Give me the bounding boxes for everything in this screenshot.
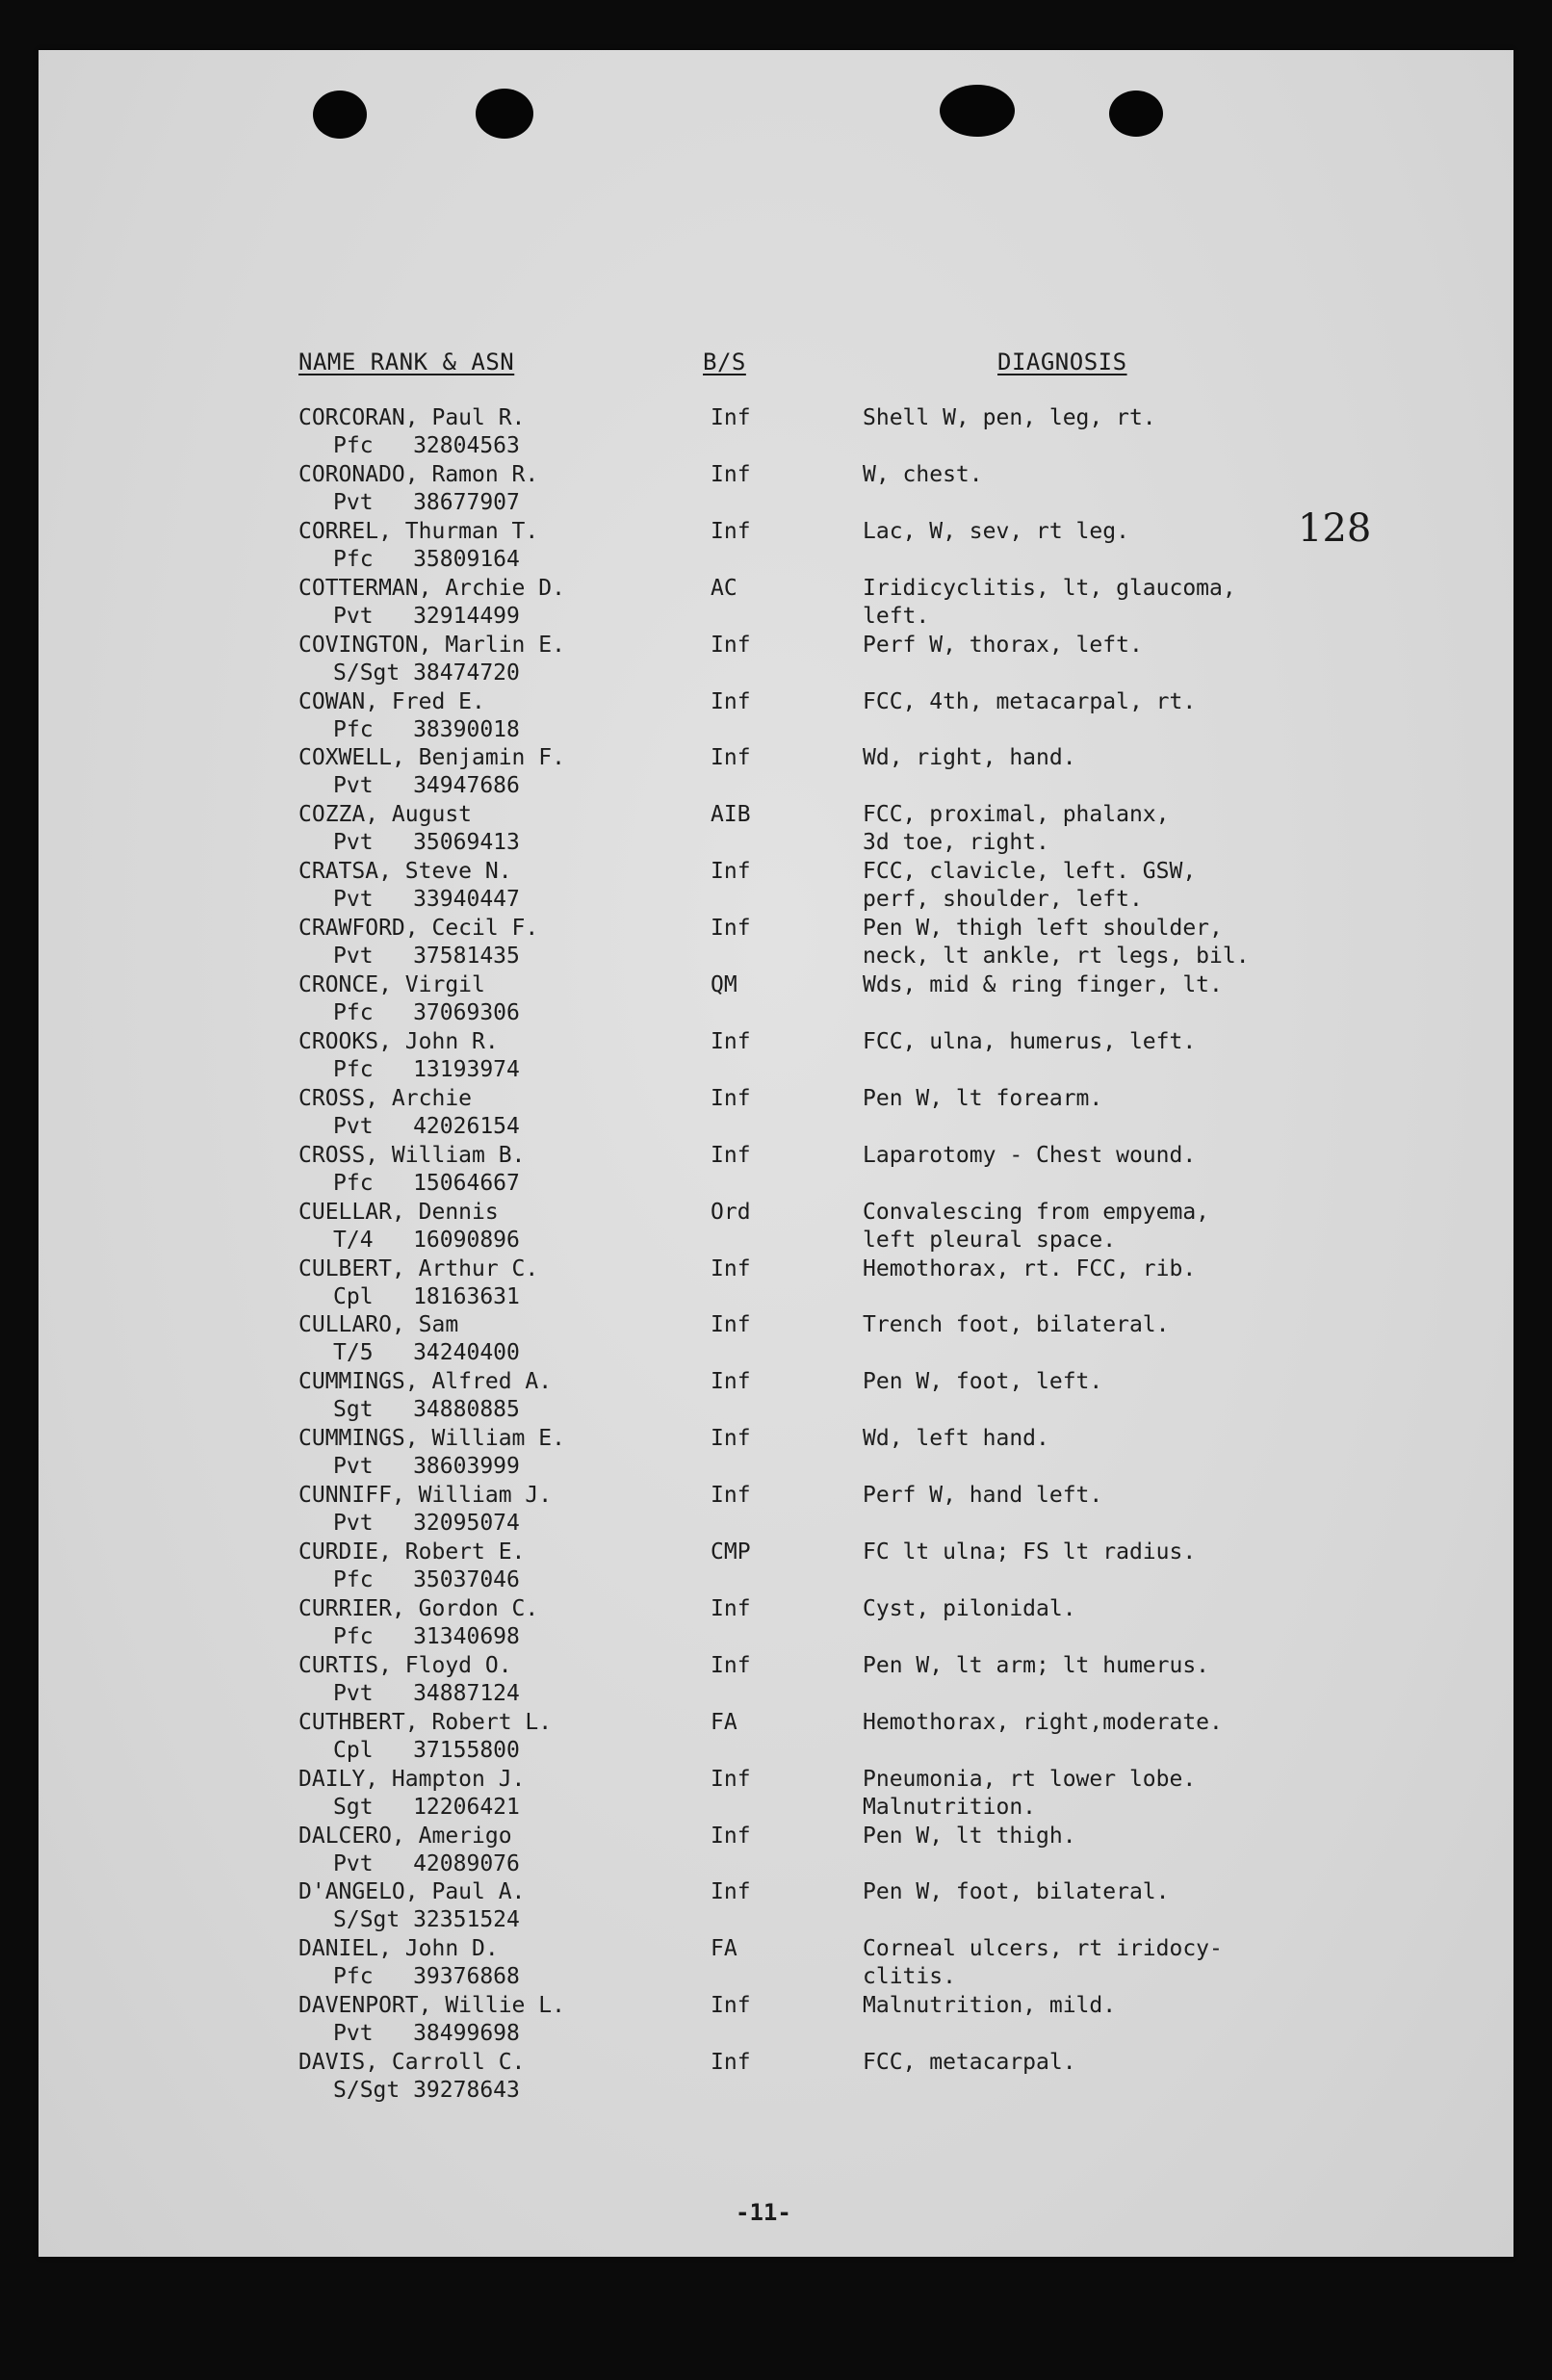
record-branch-of-service: Inf xyxy=(711,405,751,430)
record-diagnosis: Pneumonia, rt lower lobe. xyxy=(863,1766,1197,1792)
record-branch-of-service: Inf xyxy=(711,1028,751,1054)
record-diagnosis-continued: perf, shoulder, left. xyxy=(863,887,1143,913)
record-name: CURRIER, Gordon C. xyxy=(298,1595,539,1621)
record-rank-asn: Pvt 37581435 xyxy=(333,944,520,970)
record-row xyxy=(298,971,1492,1027)
record-name: DAILY, Hampton J. xyxy=(298,1766,526,1792)
record-name: DANIEL, John D. xyxy=(298,1936,499,1962)
record-diagnosis: FCC, ulna, humerus, left. xyxy=(863,1028,1197,1054)
record-diagnosis: Iridicyclitis, lt, glaucoma, xyxy=(863,575,1236,601)
record-rank-asn: Pvt 32095074 xyxy=(333,1511,520,1537)
record-diagnosis-continued: left pleural space. xyxy=(863,1227,1117,1253)
record-rank-asn: S/Sgt 38474720 xyxy=(333,660,520,686)
record-row xyxy=(298,1199,1492,1255)
record-rank-asn: S/Sgt 39278643 xyxy=(333,2078,520,2104)
punch-hole-2 xyxy=(476,89,533,139)
record-diagnosis: Pen W, foot, left. xyxy=(863,1369,1103,1395)
record-rank-asn: T/5 34240400 xyxy=(333,1340,520,1366)
header-name-rank-asn: NAME RANK & ASN xyxy=(298,349,515,375)
record-diagnosis-continued: neck, lt ankle, rt legs, bil. xyxy=(863,944,1250,970)
record-name: CURDIE, Robert E. xyxy=(298,1539,526,1565)
record-rank-asn: S/Sgt 32351524 xyxy=(333,1907,520,1933)
record-diagnosis: Pen W, lt thigh. xyxy=(863,1823,1076,1849)
record-diagnosis: FC lt ulna; FS lt radius. xyxy=(863,1539,1197,1565)
record-name: CRATSA, Steve N. xyxy=(298,859,512,885)
record-name: CURTIS, Floyd O. xyxy=(298,1652,512,1678)
record-rank-asn: Pfc 39376868 xyxy=(333,1964,520,1990)
record-branch-of-service: Inf xyxy=(711,1483,751,1509)
record-row xyxy=(298,1028,1492,1084)
record-name: COTTERMAN, Archie D. xyxy=(298,575,565,601)
record-rank-asn: Pfc 15064667 xyxy=(333,1170,520,1196)
record-rank-asn: Cpl 18163631 xyxy=(333,1283,520,1309)
record-name: D'ANGELO, Paul A. xyxy=(298,1879,526,1905)
record-row xyxy=(298,1595,1492,1651)
punch-hole-1 xyxy=(313,91,367,139)
record-diagnosis: Laparotomy - Chest wound. xyxy=(863,1142,1197,1168)
record-row xyxy=(298,518,1492,574)
record-rank-asn: Pvt 34947686 xyxy=(333,773,520,799)
record-diagnosis: FCC, 4th, metacarpal, rt. xyxy=(863,688,1197,714)
record-name: CUNNIFF, William J. xyxy=(298,1483,553,1509)
record-rank-asn: Cpl 37155800 xyxy=(333,1737,520,1763)
record-name: COVINGTON, Marlin E. xyxy=(298,632,565,658)
record-diagnosis-continued: Malnutrition. xyxy=(863,1794,1037,1820)
record-diagnosis: Convalescing from empyema, xyxy=(863,1199,1210,1225)
record-name: DALCERO, Amerigo xyxy=(298,1823,512,1849)
header-diagnosis: DIAGNOSIS xyxy=(997,349,1127,375)
punch-hole-4 xyxy=(1109,91,1163,137)
record-branch-of-service: Inf xyxy=(711,688,751,714)
record-row xyxy=(298,461,1492,517)
record-branch-of-service: Inf xyxy=(711,1255,751,1281)
record-diagnosis: Hemothorax, right,moderate. xyxy=(863,1709,1223,1735)
record-diagnosis: Pen W, foot, bilateral. xyxy=(863,1879,1170,1905)
record-row xyxy=(298,1425,1492,1481)
record-name: CORREL, Thurman T. xyxy=(298,518,539,544)
record-diagnosis: Malnutrition, mild. xyxy=(863,1993,1117,2019)
punch-hole-3 xyxy=(940,85,1015,137)
record-diagnosis: Wd, left hand. xyxy=(863,1426,1049,1452)
record-row xyxy=(298,1878,1492,1934)
record-diagnosis: Pen W, lt forearm. xyxy=(863,1085,1103,1111)
record-rank-asn: Pfc 38390018 xyxy=(333,716,520,742)
record-name: COZZA, August xyxy=(298,802,473,828)
header-bs: B/S xyxy=(703,349,746,375)
record-name: CUMMINGS, William E. xyxy=(298,1426,565,1452)
record-rank-asn: Pvt 33940447 xyxy=(333,887,520,913)
record-rank-asn: Pvt 38677907 xyxy=(333,489,520,515)
record-rank-asn: Pfc 37069306 xyxy=(333,1000,520,1025)
record-diagnosis: Pen W, thigh left shoulder, xyxy=(863,916,1223,942)
record-row xyxy=(298,1368,1492,1424)
record-diagnosis-continued: 3d toe, right. xyxy=(863,830,1049,856)
record-diagnosis: FCC, clavicle, left. GSW, xyxy=(863,859,1197,885)
record-diagnosis: W, chest. xyxy=(863,461,983,487)
record-diagnosis: Wds, mid & ring finger, lt. xyxy=(863,972,1223,997)
record-row xyxy=(298,1992,1492,2048)
record-rank-asn: Pfc 32804563 xyxy=(333,433,520,458)
record-name: CULBERT, Arthur C. xyxy=(298,1255,539,1281)
record-diagnosis: Perf W, thorax, left. xyxy=(863,632,1143,658)
record-rank-asn: Pfc 13193974 xyxy=(333,1056,520,1082)
record-diagnosis: Shell W, pen, leg, rt. xyxy=(863,405,1156,430)
record-row xyxy=(298,1311,1492,1367)
record-branch-of-service: Inf xyxy=(711,1142,751,1168)
record-branch-of-service: Inf xyxy=(711,518,751,544)
record-row xyxy=(298,915,1492,970)
record-diagnosis-continued: clitis. xyxy=(863,1964,956,1990)
record-name: DAVENPORT, Willie L. xyxy=(298,1993,565,2019)
record-diagnosis-continued: left. xyxy=(863,603,930,629)
record-rank-asn: Pvt 38603999 xyxy=(333,1454,520,1480)
record-rank-asn: Pvt 35069413 xyxy=(333,830,520,856)
record-diagnosis: Cyst, pilonidal. xyxy=(863,1595,1076,1621)
page-number: -11- xyxy=(736,2199,791,2226)
record-rank-asn: Pfc 35037046 xyxy=(333,1567,520,1592)
record-name: CROSS, William B. xyxy=(298,1142,526,1168)
record-branch-of-service: FA xyxy=(711,1709,737,1735)
record-diagnosis: Perf W, hand left. xyxy=(863,1483,1103,1509)
record-branch-of-service: Inf xyxy=(711,1595,751,1621)
record-rank-asn: Pvt 32914499 xyxy=(333,603,520,629)
record-row xyxy=(298,1255,1492,1311)
record-branch-of-service: Inf xyxy=(711,1652,751,1678)
record-row xyxy=(298,688,1492,744)
record-rank-asn: Pvt 42026154 xyxy=(333,1113,520,1139)
record-name: CROSS, Archie xyxy=(298,1085,473,1111)
record-branch-of-service: Inf xyxy=(711,1993,751,2019)
record-name: CORONADO, Ramon R. xyxy=(298,461,539,487)
record-row xyxy=(298,744,1492,800)
record-name: CORCORAN, Paul R. xyxy=(298,405,526,430)
record-branch-of-service: Inf xyxy=(711,1312,751,1338)
record-name: DAVIS, Carroll C. xyxy=(298,2050,526,2076)
record-row xyxy=(298,1142,1492,1198)
record-rank-asn: T/4 16090896 xyxy=(333,1227,520,1253)
record-name: COXWELL, Benjamin F. xyxy=(298,745,565,771)
record-branch-of-service: Inf xyxy=(711,1879,751,1905)
record-row xyxy=(298,1085,1492,1141)
record-name: CRONCE, Virgil xyxy=(298,972,485,997)
record-branch-of-service: Inf xyxy=(711,1085,751,1111)
record-row xyxy=(298,575,1492,631)
record-branch-of-service: QM xyxy=(711,972,737,997)
record-diagnosis: FCC, metacarpal. xyxy=(863,2050,1076,2076)
record-diagnosis: Corneal ulcers, rt iridocy- xyxy=(863,1936,1223,1962)
record-diagnosis: Pen W, lt arm; lt humerus. xyxy=(863,1652,1210,1678)
record-row xyxy=(298,632,1492,687)
page-annotation-number: 128 xyxy=(1298,506,1372,551)
record-branch-of-service: Inf xyxy=(711,859,751,885)
record-rank-asn: Pvt 42089076 xyxy=(333,1850,520,1876)
record-row xyxy=(298,858,1492,914)
record-diagnosis: FCC, proximal, phalanx, xyxy=(863,802,1170,828)
record-row xyxy=(298,801,1492,857)
record-branch-of-service: CMP xyxy=(711,1539,751,1565)
record-name: COWAN, Fred E. xyxy=(298,688,485,714)
record-row xyxy=(298,1709,1492,1765)
record-diagnosis: Hemothorax, rt. FCC, rib. xyxy=(863,1255,1197,1281)
record-branch-of-service: Inf xyxy=(711,1766,751,1792)
record-branch-of-service: AIB xyxy=(711,802,751,828)
record-row xyxy=(298,1482,1492,1538)
record-name: CULLARO, Sam xyxy=(298,1312,459,1338)
record-rank-asn: Pvt 38499698 xyxy=(333,2021,520,2047)
record-branch-of-service: Inf xyxy=(711,461,751,487)
record-rank-asn: Pfc 35809164 xyxy=(333,546,520,572)
record-name: CROOKS, John R. xyxy=(298,1028,499,1054)
record-name: CUTHBERT, Robert L. xyxy=(298,1709,553,1735)
column-header-row xyxy=(298,349,1454,387)
record-branch-of-service: AC xyxy=(711,575,737,601)
record-diagnosis: Trench foot, bilateral. xyxy=(863,1312,1170,1338)
record-branch-of-service: Ord xyxy=(711,1199,751,1225)
record-name: CUMMINGS, Alfred A. xyxy=(298,1369,553,1395)
record-row xyxy=(298,2049,1492,2105)
record-branch-of-service: Inf xyxy=(711,745,751,771)
record-diagnosis: Wd, right, hand. xyxy=(863,745,1076,771)
record-row xyxy=(298,404,1492,460)
record-branch-of-service: Inf xyxy=(711,916,751,942)
record-branch-of-service: FA xyxy=(711,1936,737,1962)
record-rank-asn: Sgt 12206421 xyxy=(333,1794,520,1820)
record-branch-of-service: Inf xyxy=(711,1426,751,1452)
record-branch-of-service: Inf xyxy=(711,1823,751,1849)
record-diagnosis: Lac, W, sev, rt leg. xyxy=(863,518,1129,544)
record-row xyxy=(298,1539,1492,1594)
record-rank-asn: Pfc 31340698 xyxy=(333,1623,520,1649)
record-row xyxy=(298,1652,1492,1708)
record-name: CUELLAR, Dennis xyxy=(298,1199,499,1225)
record-row xyxy=(298,1823,1492,1878)
record-branch-of-service: Inf xyxy=(711,1369,751,1395)
record-rank-asn: Sgt 34880885 xyxy=(333,1397,520,1423)
record-branch-of-service: Inf xyxy=(711,2050,751,2076)
record-name: CRAWFORD, Cecil F. xyxy=(298,916,539,942)
record-rank-asn: Pvt 34887124 xyxy=(333,1680,520,1706)
record-row xyxy=(298,1935,1492,1991)
document-page xyxy=(39,50,1513,2257)
record-row xyxy=(298,1766,1492,1822)
record-branch-of-service: Inf xyxy=(711,632,751,658)
